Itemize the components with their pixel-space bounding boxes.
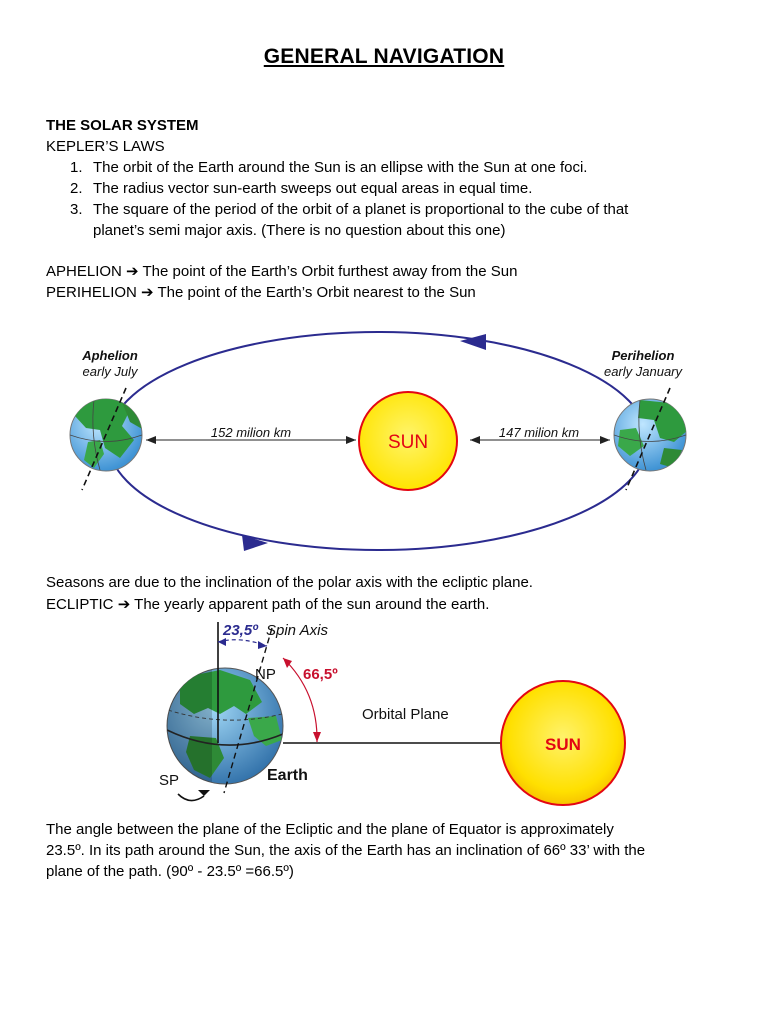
tilt-angle-label: 23,5º (223, 622, 258, 639)
perihelion-text: The point of the Earth’s Orbit nearest to the Sun (157, 284, 476, 301)
orbit-diagram (60, 330, 700, 560)
law-text-continued: planet’s semi major axis. (There is no question about this one) (93, 222, 506, 239)
perihelion-sublabel: early January (603, 364, 683, 379)
arrow-right-icon: ➔ (141, 284, 154, 301)
complement-angle-label: 66,5º (303, 666, 338, 683)
closing-paragraph-line: plane of the path. (90º - 23.5º =66.5º) (46, 863, 294, 880)
earth-aphelion-icon (70, 388, 144, 490)
north-pole-label: NP (255, 666, 276, 683)
seasons-text: Seasons are due to the inclination of the polar axis with the ecliptic plane. (46, 574, 533, 591)
section-heading: THE SOLAR SYSTEM (46, 117, 199, 134)
left-distance-label: 152 milion km (210, 425, 292, 440)
aphelion-term: APHELION (46, 263, 122, 280)
tilt-sun-label: SUN (545, 735, 581, 754)
arrow-right-icon: ➔ (117, 596, 131, 613)
law-text: The radius vector sun-earth sweeps out equal areas in equal time. (93, 180, 533, 197)
law-text: The square of the period of the orbit of a planet is proportional to the cube of that (93, 201, 629, 218)
earth-icon (167, 668, 283, 788)
arrow-right-icon: ➔ (126, 263, 139, 280)
perihelion-label: Perihelion (611, 348, 675, 363)
spin-axis-label: Spin Axis (266, 622, 328, 639)
axial-tilt-diagram (150, 618, 640, 818)
law-number: 1. (70, 159, 83, 176)
law-text: The orbit of the Earth around the Sun is an ellipse with the Sun at one foci. (93, 159, 588, 176)
orbital-plane-label: Orbital Plane (362, 706, 449, 723)
law-number: 2. (70, 180, 83, 197)
rotation-arrow-icon (198, 790, 210, 796)
orbit-arrow-icon (460, 334, 486, 350)
earth-label: Earth (267, 767, 308, 784)
aphelion-definition (46, 261, 517, 282)
ecliptic-text: The yearly apparent path of the sun around the earth. (134, 596, 490, 613)
closing-paragraph-line: The angle between the plane of the Ecliptic and the plane of Equator is approximately (46, 821, 614, 838)
laws-heading: KEPLER’S LAWS (46, 138, 165, 155)
aphelion-sublabel: early July (82, 364, 138, 379)
ecliptic-term: ECLIPTIC (46, 596, 114, 613)
page-title: GENERAL NAVIGATION (263, 45, 505, 68)
south-pole-label: SP (159, 772, 180, 789)
perihelion-term: PERIHELION (46, 284, 137, 301)
law-number: 3. (70, 201, 83, 218)
earth-perihelion-icon (614, 388, 688, 490)
aphelion-text: The point of the Earth’s Orbit furthest away from the Sun (142, 263, 518, 280)
right-distance-label: 147 milion km (498, 425, 580, 440)
ecliptic-definition (46, 594, 489, 615)
aphelion-label: Aphelion (82, 348, 138, 363)
perihelion-definition (46, 282, 476, 303)
closing-paragraph-line: 23.5º. In its path around the Sun, the axis of the Earth has an inclination of 66º 33’ with the (46, 842, 646, 859)
orbit-sun-label: SUN (387, 432, 429, 453)
